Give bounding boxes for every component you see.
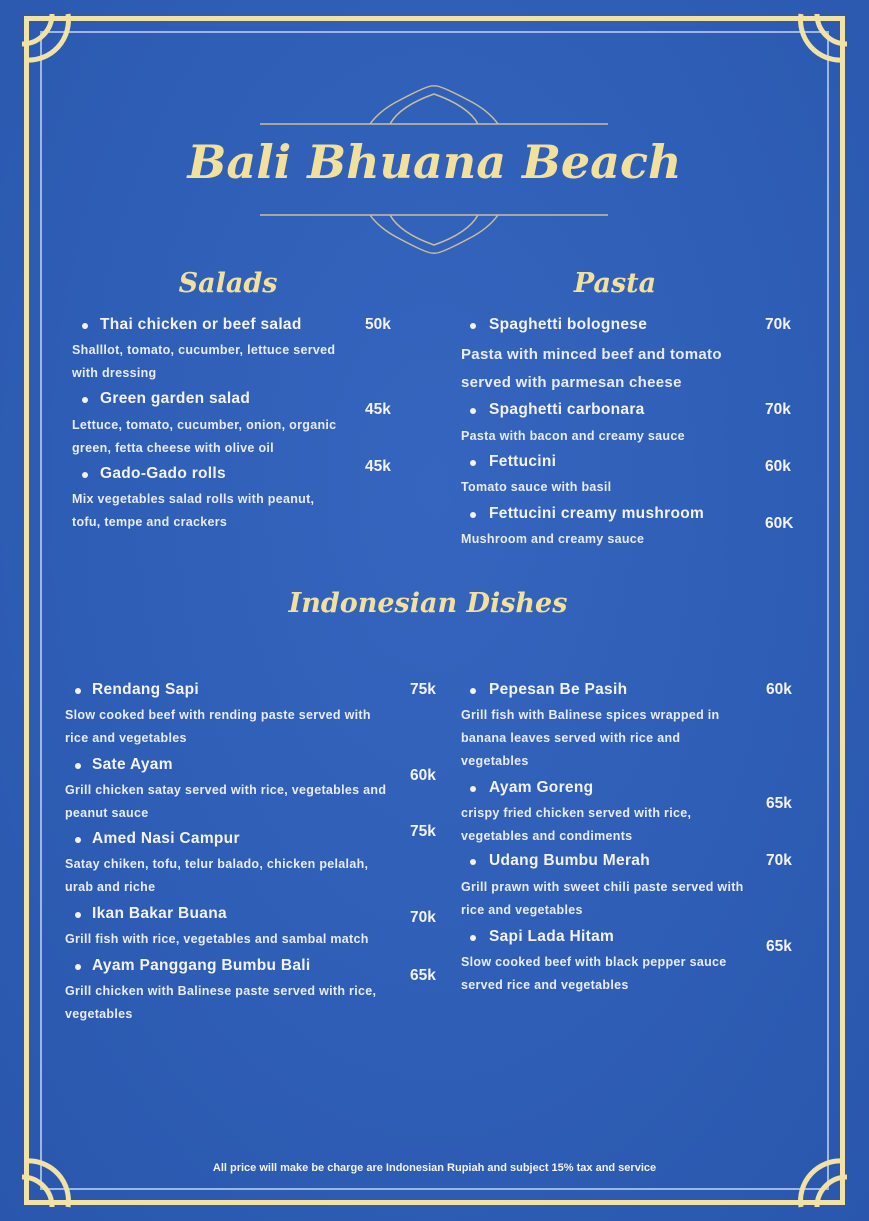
menu-item-description: Grill fish with Balinese spices wrapped in	[461, 708, 720, 722]
bullet-icon	[470, 786, 476, 792]
menu-item-price: 45k	[365, 458, 391, 475]
menu-item-description: Mushroom and creamy sauce	[461, 532, 645, 546]
menu-item-price: 45k	[365, 401, 391, 418]
bullet-icon	[82, 397, 88, 403]
menu-item-name: Fettucini creamy mushroom	[489, 505, 705, 522]
menu-item-price: 60k	[766, 681, 792, 698]
menu-item-description: Satay chiken, tofu, telur balado, chicken pelalah,	[65, 857, 369, 871]
menu-item-name: Amed Nasi Campur	[92, 830, 240, 847]
menu-item-description: Slow cooked beef with black pepper sauce	[461, 955, 727, 969]
menu-item-description: green, fetta cheese with olive oil	[72, 441, 274, 455]
menu-item-name: Ayam Goreng	[489, 779, 594, 796]
menu-item-name: Ikan Bakar Buana	[92, 905, 227, 922]
menu-item-description: vegetables	[461, 754, 529, 768]
bullet-icon	[82, 472, 88, 478]
menu-item-price: 75k	[410, 681, 436, 698]
menu-item-name: Udang Bumbu Merah	[489, 852, 650, 869]
bullet-icon	[470, 859, 476, 865]
menu-item-description: rice and vegetables	[65, 731, 187, 745]
menu-item-name: Ayam Panggang Bumbu Bali	[92, 957, 311, 974]
menu-item-description: served with parmesan cheese	[461, 374, 682, 391]
menu-item-price: 65k	[766, 938, 792, 955]
menu-item-name: Sapi Lada Hitam	[489, 928, 615, 945]
menu-item-price: 70k	[765, 401, 791, 418]
footer-note: All price will make be charge are Indonesian Rupiah and subject 15% tax and service	[212, 1162, 657, 1174]
bullet-icon	[75, 837, 81, 843]
menu-item-price: 65k	[410, 967, 436, 984]
bullet-icon	[470, 460, 476, 466]
menu-item-description: Lettuce, tomato, cucumber, onion, organic	[72, 418, 337, 432]
menu-item-description: Slow cooked beef with rending paste served with	[65, 708, 371, 722]
menu-item-price: 65k	[766, 795, 792, 812]
menu-item-description: Grill chicken with Balinese paste served with rice,	[65, 984, 377, 998]
menu-item-name: Gado-Gado rolls	[100, 465, 226, 482]
salads-heading: Salads	[178, 268, 278, 299]
menu-item-description: Shalllot, tomato, cucumber, lettuce served	[72, 343, 336, 357]
menu-item-description: Grill chicken satay served with rice, vegetables and	[65, 783, 387, 797]
menu-item-price: 75k	[410, 823, 436, 840]
bullet-icon	[82, 323, 88, 329]
menu-item-description: Pasta with minced beef and tomato	[461, 346, 722, 363]
menu-item-description: urab and riche	[65, 880, 156, 894]
menu-item-description: banana leaves served with rice and	[461, 731, 681, 745]
menu-item-name: Rendang Sapi	[92, 681, 199, 698]
menu-item-name: Pepesan Be Pasih	[489, 681, 628, 698]
menu-item-price: 70k	[410, 909, 436, 926]
menu-item-description: Pasta with bacon and creamy sauce	[461, 429, 685, 443]
menu-item-name: Fettucini	[489, 453, 557, 470]
bullet-icon	[75, 912, 81, 918]
menu-item-description: Tomato sauce with basil	[461, 480, 612, 494]
bullet-icon	[75, 688, 81, 694]
menu-item-name: Spaghetti bolognese	[489, 316, 648, 333]
bullet-icon	[75, 964, 81, 970]
bullet-icon	[75, 763, 81, 769]
menu-item-description: tofu, tempe and crackers	[72, 515, 228, 529]
menu-item-price: 60K	[765, 515, 794, 532]
menu-item-price: 50k	[365, 316, 391, 333]
menu-item-description: Mix vegetables salad rolls with peanut,	[72, 492, 315, 506]
menu-item-price: 70k	[766, 852, 792, 869]
menu-item-description: vegetables	[65, 1007, 133, 1021]
menu-item-description: Grill fish with rice, vegetables and sambal match	[65, 932, 369, 946]
menu-item-price: 70k	[765, 316, 791, 333]
bullet-icon	[470, 688, 476, 694]
bullet-icon	[470, 323, 476, 329]
bullet-icon	[470, 935, 476, 941]
menu-item-description: vegetables and condiments	[461, 829, 633, 843]
menu-item-name: Spaghetti carbonara	[489, 401, 645, 418]
menu-item-description: peanut sauce	[65, 806, 149, 820]
bullet-icon	[470, 408, 476, 414]
menu-item-name: Sate Ayam	[92, 756, 173, 773]
restaurant-title: Bali Bhuana Beach	[187, 135, 682, 189]
menu-item-description: served rice and vegetables	[461, 978, 629, 992]
menu-item-name: Thai chicken or beef salad	[100, 316, 302, 333]
menu-item-name: Green garden salad	[100, 390, 251, 407]
menu-item-price: 60k	[410, 767, 436, 784]
menu-item-description: with dressing	[72, 366, 157, 380]
menu-item-price: 60k	[765, 458, 791, 475]
menu-item-description: rice and vegetables	[461, 903, 583, 917]
indonesian-heading: Indonesian Dishes	[288, 588, 568, 619]
bullet-icon	[470, 512, 476, 518]
menu-item-description: crispy fried chicken served with rice,	[461, 806, 692, 820]
pasta-heading: Pasta	[573, 268, 657, 299]
menu-item-description: Grill prawn with sweet chili paste served with	[461, 880, 744, 894]
